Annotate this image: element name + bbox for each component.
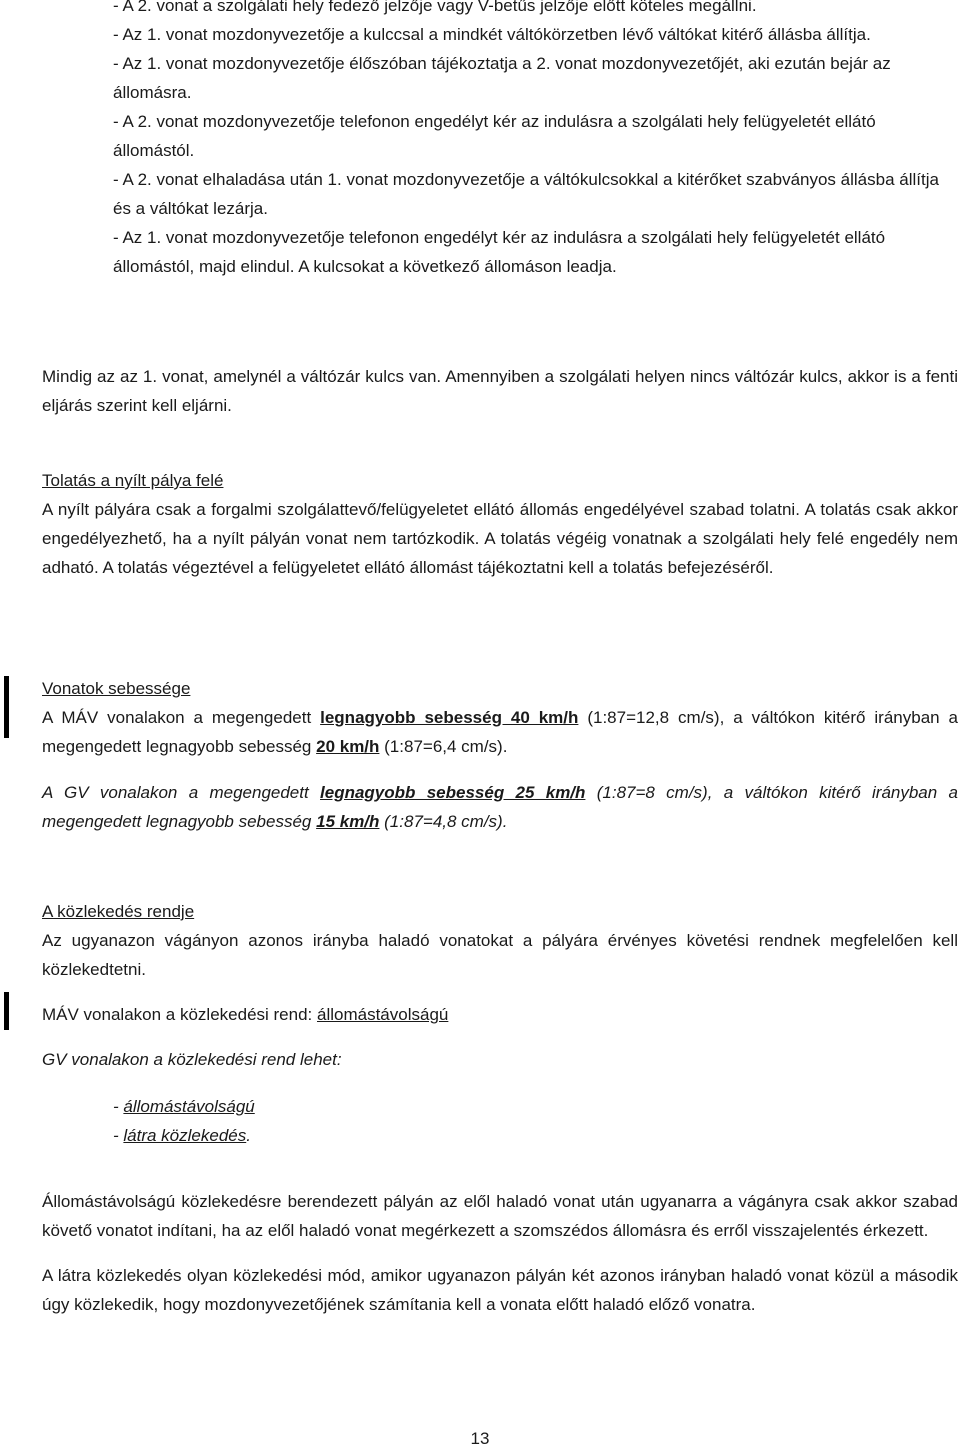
text-run: A GV vonalakon a megengedett <box>42 783 321 802</box>
mav-speed-paragraph <box>42 703 958 761</box>
paragraph-text: A látra közlekedés olyan közlekedési mód, amikor ugyanazon pályán két azonos irányban haladó vonat közül a második úgy közlekedik, hogy mozdonyvezetőjének számítania kell a vonata előtt haladó előző vonatra. <box>42 1266 958 1314</box>
page-number: 13 <box>470 1429 490 1448</box>
paragraph-text: Mindig az az 1. vonat, amelynél a váltózár kulcs van. Amennyiben a szolgálati helyen nincs váltózár kulcs, akkor is a fenti eljárás szerint kell eljárni. <box>42 367 958 415</box>
emphasis-text: legnagyobb sebesség 25 km/h <box>320 783 586 802</box>
text-run: - <box>113 1126 124 1145</box>
section-heading: Tolatás a nyílt pálya felé <box>42 471 224 490</box>
list-item: - Az 1. vonat mozdonyvezetője élőszóban tájékoztatja a 2. vonat mozdonyvezetőjét, aki ezután bejár az állomásra. <box>113 54 891 102</box>
section-sebesseg <box>42 674 958 836</box>
section-tolatas <box>42 466 958 582</box>
emphasis-text: állomástávolságú <box>123 1097 255 1116</box>
text-run: (1:87=12,8 cm/s), a váltókon kitérő irányban a megengedett legnagyobb sebesség <box>42 708 958 756</box>
text-run: . <box>246 1126 251 1145</box>
emphasis-text: legnagyobb sebesség 40 km/h <box>320 708 579 727</box>
emphasis-text: 15 km/h <box>316 812 380 831</box>
list-item: - Az 1. vonat mozdonyvezetője a kulccsal a mindkét váltókörzetben lévő váltókat kitérő állásba állítja. <box>113 25 871 44</box>
list-item: - Az 1. vonat mozdonyvezetője telefonon engedélyt kér az indulásra a szolgálati hely felügyeletét ellátó állomástól, majd elindul. A kulcsokat a következő állomáson leadja. <box>113 228 886 276</box>
paragraph-text: Állomástávolságú közlekedésre berendezett pályán az elől haladó vonat után ugyanarra a vágányra csak akkor szabad követő vonatot indítani, ha az elől haladó vonat megérkezett a szomszédos állomásra és erről visszajelentés érkezett. <box>42 1192 958 1240</box>
revision-bar <box>4 992 9 1030</box>
text-run: (1:87=8 cm/s), a váltókon kitérő irányban a megengedett legnagyobb sebesség <box>42 783 958 831</box>
revision-bar <box>4 676 9 738</box>
section-heading: Vonatok sebessége <box>42 679 191 698</box>
section-kozlekedes <box>42 897 958 1319</box>
key-rule-paragraph <box>42 362 958 420</box>
list-item: - A 2. vonat a szolgálati hely fedező jelzője vagy V-betűs jelzője előtt köteles megállni. <box>113 0 757 15</box>
text-run: - <box>113 1097 124 1116</box>
emphasis-text: 20 km/h <box>316 737 380 756</box>
gv-rule-line: GV vonalakon a közlekedési rend lehet: <box>42 1050 342 1069</box>
list-item <box>42 1121 958 1150</box>
emphasis-text: látra közlekedés <box>123 1126 247 1145</box>
text-run: (1:87=4,8 cm/s). <box>379 812 508 831</box>
mav-rule-line <box>42 1000 958 1029</box>
text-run: (1:87=6,4 cm/s). <box>379 737 508 756</box>
paragraph-text: Az ugyanazon vágányon azonos irányba haladó vonatokat a pályára érvényes követési rendnek megfelelően kell közlekedtetni. <box>42 931 958 979</box>
text-run: A MÁV vonalakon a megengedett <box>42 708 321 727</box>
text-run: MÁV vonalakon a közlekedési rend: <box>42 1005 317 1024</box>
list-item: - A 2. vonat elhaladása után 1. vonat mozdonyvezetője a váltókulcsokkal a kitérőket szabványos állásba állítja és a váltókat lezárja. <box>113 170 939 218</box>
list-item: - A 2. vonat mozdonyvezetője telefonon engedélyt kér az indulásra a szolgálati hely felügyeletét ellátó állomástól. <box>113 112 876 160</box>
paragraph-text: A nyílt pályára csak a forgalmi szolgálattevő/felügyeletet ellátó állomás engedélyével szabad tolatni. A tolatás csak akkor engedélyezhető, ha a nyílt pályán vonat nem tartózkodik. A tolatás végéig vonatnak a szolgálati hely felé engedély nem adható. A tolatás végeztével a felügyeletet ellátó állomást tájékoztatni kell a tolatás befejezéséről. <box>42 500 958 577</box>
list-item <box>42 1092 958 1121</box>
emphasis-text: állomástávolságú <box>317 1005 449 1024</box>
section-heading: A közlekedés rendje <box>42 902 195 921</box>
gv-speed-paragraph <box>42 778 958 836</box>
procedure-list <box>113 0 958 281</box>
